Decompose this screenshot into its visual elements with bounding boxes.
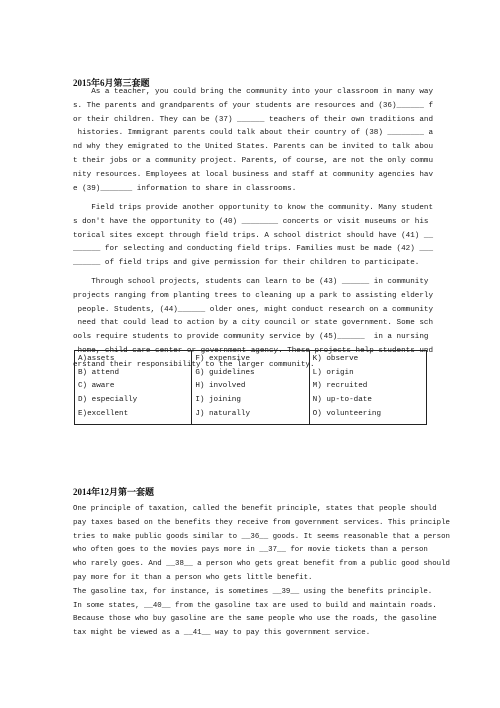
- text-line: need that could lead to action by a city council or state government. Some sch: [73, 319, 434, 328]
- word-option: D) especially: [78, 396, 138, 405]
- word-option: M) recruited: [312, 382, 368, 391]
- word-option: N) up-to-date: [312, 396, 372, 405]
- text-line: One principle of taxation, called the benefit principle, states that people should: [73, 505, 437, 513]
- text-line: home, child care center or government agency. These projects help students und: [73, 346, 434, 355]
- text-line: who often goes to the movies pays more in __37__ for movie tickets than a person: [73, 546, 428, 555]
- text-line: nity resources. Employees at local business and staff at community agencies hav: [73, 170, 434, 179]
- section1-title: 2015年6月第三套题: [73, 78, 150, 88]
- word-option: F) expensive: [195, 355, 251, 363]
- word-option: I) joining: [195, 396, 241, 405]
- text-line: e (39)_______ information to share in classrooms.: [73, 184, 297, 193]
- text-line: pay more for it than a person who gets little benefit.: [73, 573, 313, 582]
- word-option: L) origin: [312, 368, 354, 377]
- text-line: The gasoline tax, for instance, is sometimes __39__ using the benefits principle.: [73, 587, 433, 596]
- text-line: As a teacher, you could bring the community into your classroom in many way: [73, 88, 434, 96]
- section1-paragraph-2: [73, 202, 433, 271]
- word-option: O) volunteering: [312, 409, 382, 418]
- word-bank-column: [192, 351, 309, 425]
- text-line: who rarely goes. And __38__ a person who gets great benefit from a public good should: [73, 560, 450, 569]
- word-option: A)assets: [78, 355, 115, 363]
- text-line: Through school projects, students can learn to be (43) ______ in community: [73, 278, 429, 286]
- text-line: t their jobs or a community project. Parents, of course, are not the only commu: [73, 156, 434, 165]
- section1-paragraph-1: [73, 86, 433, 196]
- text-line: s don't have the opportunity to (40) ________ concerts or visit museums or his: [73, 217, 429, 226]
- text-line: torical sites except through field trips. A school district should have (41) __: [73, 231, 434, 240]
- text-line: nd why they emigrated to the United States. Parents can be invited to talk abou: [73, 143, 434, 152]
- word-option: C) aware: [78, 382, 115, 391]
- word-option: B) attend: [78, 368, 120, 377]
- word-option: J) naturally: [195, 409, 251, 418]
- word-bank-table: [74, 350, 427, 425]
- text-line: or their children. They can be (37) ______ teachers of their own traditions and: [73, 115, 434, 124]
- section2-passage: [73, 503, 450, 641]
- text-line: In some states, __40__ from the gasoline tax are used to build and maintain roads.: [73, 601, 437, 610]
- word-option: E)excellent: [78, 409, 129, 418]
- word-bank-column: [309, 351, 426, 425]
- text-line: s. The parents and grandparents of your students are resources and (36)______ f: [73, 101, 434, 110]
- word-bank-column: [75, 351, 192, 425]
- text-line: pay taxes based on the benefits they receive from government services. This principle: [73, 518, 450, 527]
- text-line: Field trips provide another opportunity to know the community. Many student: [73, 204, 434, 212]
- text-line: tries to make public goods similar to __36__ goods. It seems reasonable that a person: [73, 532, 450, 541]
- text-line: ______ for selecting and conducting field trips. Families must be made (42) ___: [73, 245, 434, 254]
- text-line: tax might be viewed as a __41__ way to pay this government service.: [73, 629, 371, 638]
- word-option: H) involved: [195, 382, 246, 391]
- word-option: K) observe: [312, 355, 359, 363]
- text-line: projects ranging from planting trees to cleaning up a park to assisting elderly: [73, 291, 434, 300]
- text-line: erstand their responsibility to the larger community.: [73, 360, 315, 369]
- text-line: people. Students, (44)______ older ones, might conduct research on a community: [73, 305, 434, 314]
- word-option: G) guidelines: [195, 368, 255, 377]
- text-line: ools require students to provide community service by (45)______ in a nursing: [73, 333, 429, 342]
- text-line: ______ of field trips and give permission for their children to participate.: [73, 259, 420, 268]
- section2-title: 2014年12月第一套题: [73, 487, 155, 497]
- text-line: Because those who buy gasoline are the same people who use the roads, the gasoline: [73, 615, 437, 624]
- text-line: histories. Immigrant parents could talk about their country of (38) ________ a: [73, 129, 434, 138]
